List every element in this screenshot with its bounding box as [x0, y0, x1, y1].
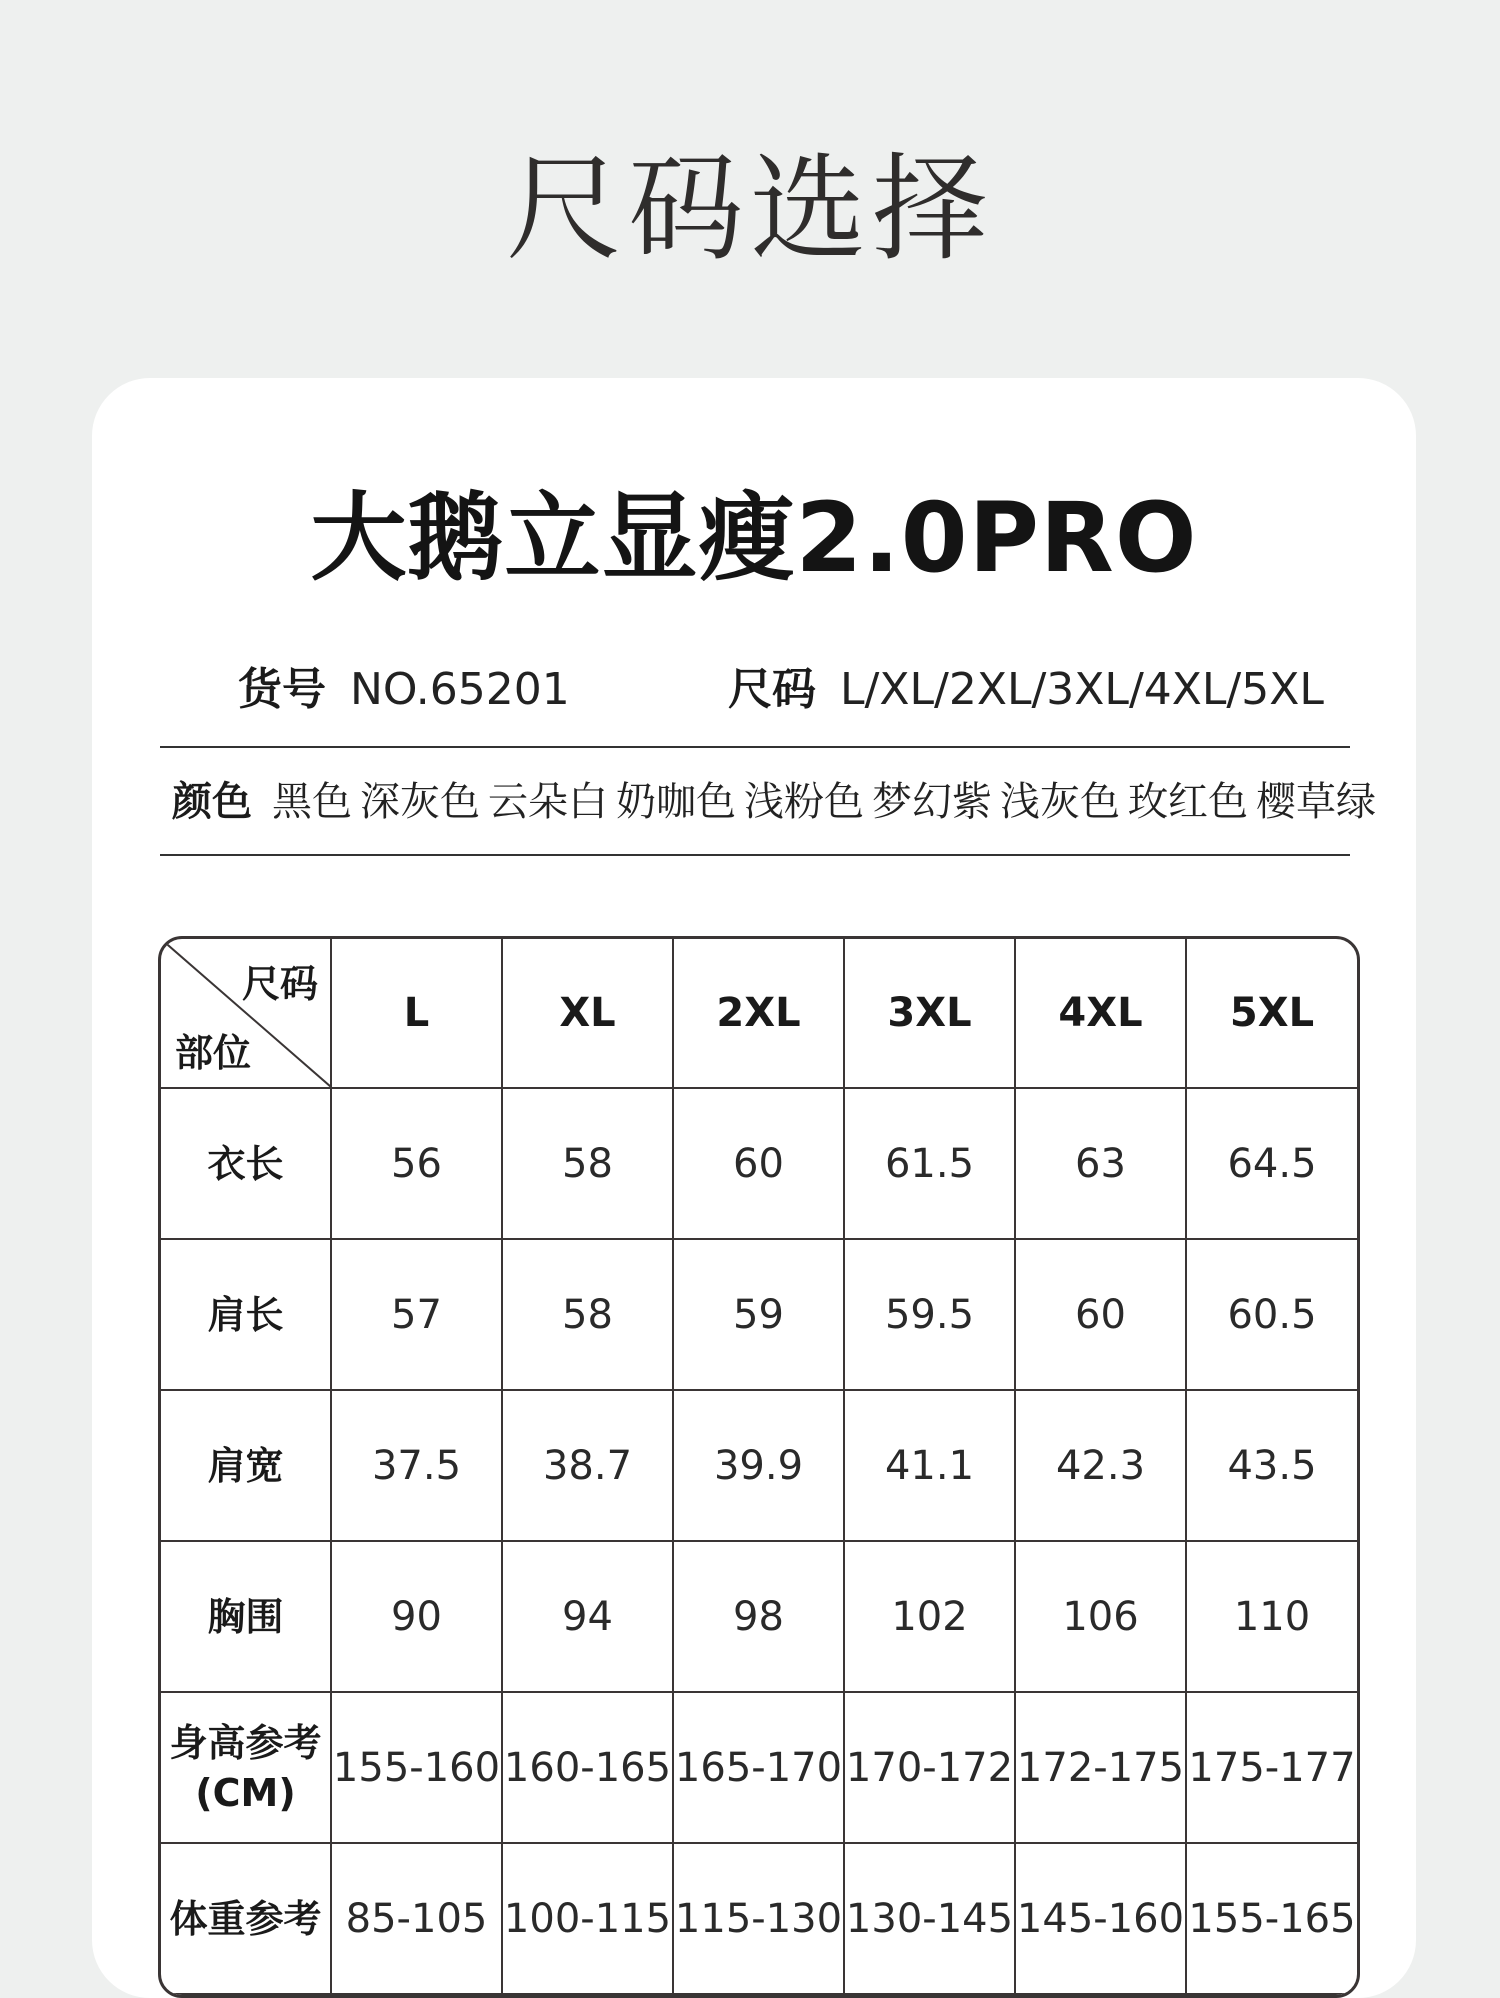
color-item: 浅灰色 — [1000, 779, 1120, 825]
table-cell: 57 — [331, 1239, 502, 1390]
size-header: 2XL — [673, 939, 844, 1088]
table-cell: 160-165 — [502, 1692, 673, 1843]
table-row — [161, 1390, 1357, 1541]
corner-size-label: 尺码 — [241, 962, 318, 1006]
sizes-summary-value: L/XL/2XL/3XL/4XL/5XL — [840, 664, 1324, 715]
product-name: 大鹅立显瘦2.0PRO — [310, 482, 1198, 594]
size-header: L — [331, 939, 502, 1088]
row-label-line: 身高参考 — [169, 1720, 322, 1765]
colors-label: 颜色 — [172, 779, 252, 825]
sizes-summary — [728, 660, 1324, 720]
table-cell: 145-160 — [1015, 1843, 1186, 1994]
row-label: 体重参考 — [161, 1843, 331, 1994]
corner-part-label: 部位 — [175, 1031, 252, 1075]
table-cell: 60 — [1015, 1239, 1186, 1390]
table-cell: 61.5 — [844, 1088, 1015, 1239]
table-row — [161, 1843, 1357, 1994]
table-cell: 58 — [502, 1088, 673, 1239]
table-row — [161, 1239, 1357, 1390]
table-cell: 130-145 — [844, 1843, 1015, 1994]
table-cell: 90 — [331, 1541, 502, 1692]
table-row — [161, 1088, 1357, 1239]
table-cell: 172-175 — [1015, 1692, 1186, 1843]
table-cell: 102 — [844, 1541, 1015, 1692]
color-item: 樱草绿 — [1256, 779, 1376, 825]
table-cell: 98 — [673, 1541, 844, 1692]
table-cell: 41.1 — [844, 1390, 1015, 1541]
divider — [160, 854, 1350, 856]
table-cell: 63 — [1015, 1088, 1186, 1239]
table-cell: 59 — [673, 1239, 844, 1390]
table-cell: 60.5 — [1186, 1239, 1357, 1390]
color-item: 云朵白 — [488, 779, 608, 825]
table-cell: 56 — [331, 1088, 502, 1239]
table-header-row — [161, 939, 1357, 1088]
color-item: 玫红色 — [1128, 779, 1248, 825]
table-cell: 38.7 — [502, 1390, 673, 1541]
table-cell: 58 — [502, 1239, 673, 1390]
divider — [160, 746, 1350, 748]
row-label-unit: (CM) — [195, 1770, 296, 1815]
table-cell: 85-105 — [331, 1843, 502, 1994]
table-cell: 106 — [1015, 1541, 1186, 1692]
table-cell: 115-130 — [673, 1843, 844, 1994]
table-cell: 155-165 — [1186, 1843, 1357, 1994]
table-cell: 43.5 — [1186, 1390, 1357, 1541]
row-label: 衣长 — [161, 1088, 331, 1239]
table-row — [161, 1692, 1357, 1843]
table-row — [161, 1541, 1357, 1692]
size-card — [92, 378, 1416, 1998]
table-cell: 170-172 — [844, 1692, 1015, 1843]
table-cell: 165-170 — [673, 1692, 844, 1843]
row-label: 肩宽 — [161, 1390, 331, 1541]
color-item: 梦幻紫 — [872, 779, 992, 825]
table-cell: 60 — [673, 1088, 844, 1239]
row-label — [161, 1692, 331, 1843]
table-cell: 175-177 — [1186, 1692, 1357, 1843]
table-cell: 37.5 — [331, 1390, 502, 1541]
color-item: 奶咖色 — [616, 779, 736, 825]
row-label: 胸围 — [161, 1541, 331, 1692]
item-number — [238, 660, 570, 720]
color-item: 深灰色 — [360, 779, 480, 825]
size-header: 5XL — [1186, 939, 1357, 1088]
size-chart-table — [158, 936, 1360, 1998]
size-header: XL — [502, 939, 673, 1088]
item-number-label: 货号 — [238, 664, 326, 715]
color-item: 黑色 — [272, 779, 352, 825]
table-cell: 94 — [502, 1541, 673, 1692]
table-cell: 155-160 — [331, 1692, 502, 1843]
page-title: 尺码选择 — [506, 142, 994, 277]
table-cell: 59.5 — [844, 1239, 1015, 1390]
item-number-value: NO.65201 — [350, 664, 570, 715]
table-cell: 100-115 — [502, 1843, 673, 1994]
size-header: 4XL — [1015, 939, 1186, 1088]
table-cell: 42.3 — [1015, 1390, 1186, 1541]
row-label: 肩长 — [161, 1239, 331, 1390]
size-header: 3XL — [844, 939, 1015, 1088]
color-item: 浅粉色 — [744, 779, 864, 825]
sizes-summary-label: 尺码 — [728, 664, 816, 715]
colors-list — [172, 774, 1376, 830]
table-cell: 64.5 — [1186, 1088, 1357, 1239]
table-cell: 39.9 — [673, 1390, 844, 1541]
table-cell: 110 — [1186, 1541, 1357, 1692]
corner-cell — [161, 939, 331, 1088]
